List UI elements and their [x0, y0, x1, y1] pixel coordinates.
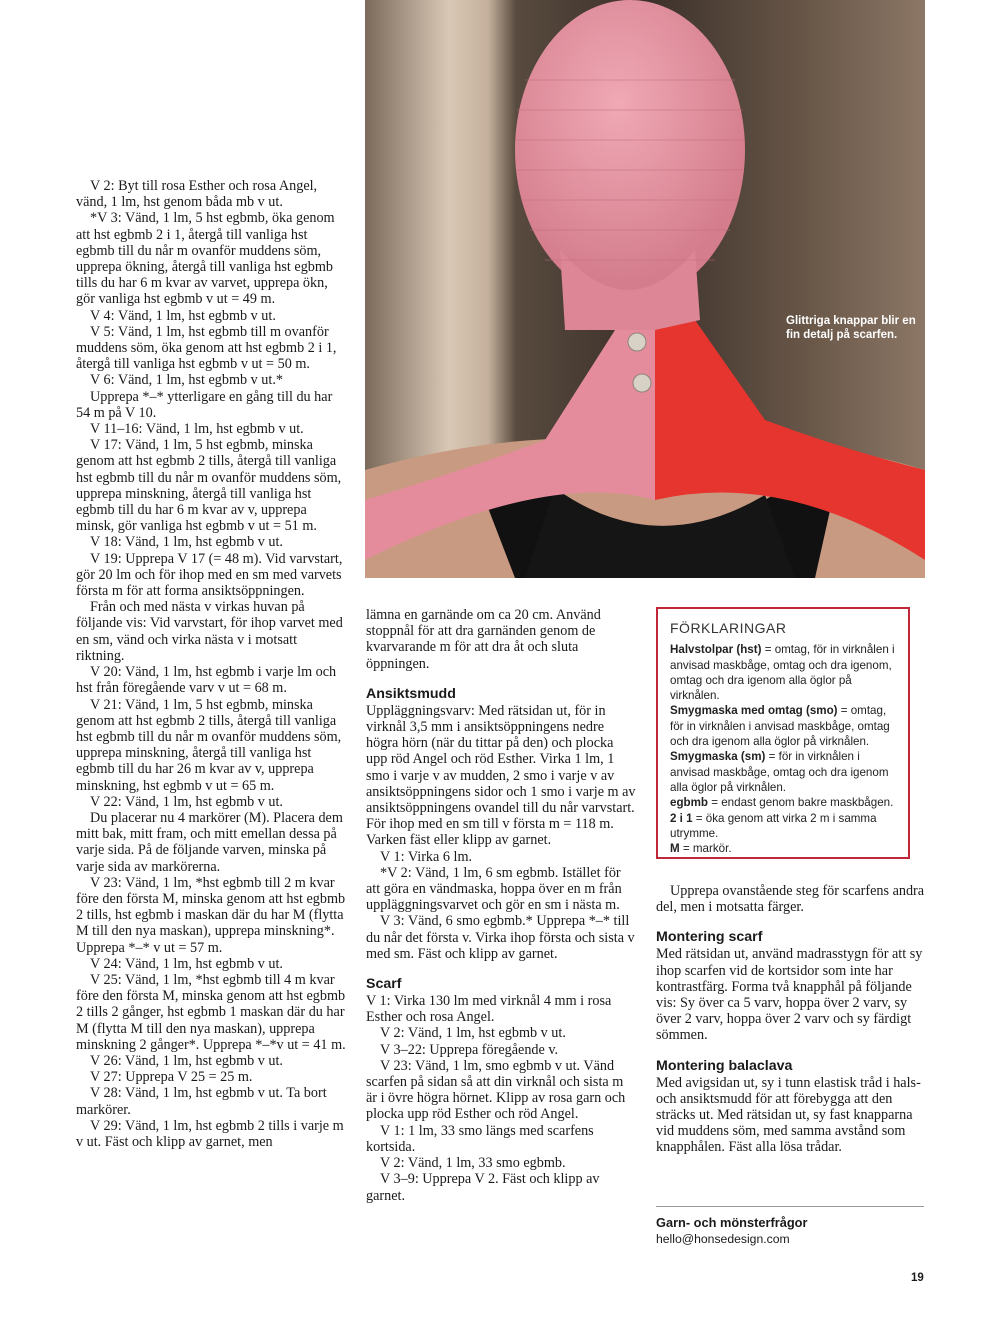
paragraph: V 18: Vänd, 1 lm, hst egbmb v ut.	[90, 534, 283, 551]
paragraph: V 23: Vänd, 1 lm, smo egbmb v ut. Vänd scarfen på sidan så att din virknål och sista m är i övre högra hörnet. Klipp av rosa garn och plocka upp röd Esther och röd Angel.	[366, 1057, 626, 1123]
paragraph: Du placerar nu 4 markörer (M). Placera dem mitt bak, mitt fram, och mitt emellan dessa på varje sida. På de följande varven, minska på varje sida av markörerna.	[76, 809, 343, 875]
paragraph: V 20: Vänd, 1 lm, hst egbmb i varje lm och hst från föregående varv v ut = 68 m.	[76, 664, 337, 697]
paragraph: V 23: Vänd, 1 lm, *hst egbmb till 2 m kvar före den första M, minska genom att hst egbmb 2 tills, hst egbmb i maskan där du har M (flytta M till den nya maskan), upprepa minskning*. Upprepa *–* v ut = 57 m.	[76, 874, 346, 956]
paragraph: *V 3: Vänd, 1 lm, 5 hst egbmb, öka genom att hst egbmb 2 i 1, återgå till vanliga hst egbmb till du når m ovanför muddens söm, upprepa ökning, återgå till vanliga hst egbmb tills du har 6 m kvar av varvet, upprepa ökn, gör vanliga hst egbmb v ut = 49 m.	[76, 210, 335, 308]
section-heading-scarf: Scarf	[366, 976, 402, 993]
instructions-column-2	[366, 607, 636, 1204]
paragraph: V 1: Virka 130 lm med virknål 4 mm i rosa Esther och rosa Angel.	[366, 993, 612, 1026]
contact-title: Garn- och mönsterfrågor	[656, 1215, 808, 1230]
paragraph: V 21: Vänd, 1 lm, 5 hst egbmb, minska genom att hst egbmb 2 tills, återgå till vanliga hst egbmb till du når m ovanför muddens söm, upprepa minskning, återgå till vanliga hst egbmb till du har 26 m kvar av v, upprepa minskning, hst egbmb v ut = 65 m.	[76, 696, 342, 794]
paragraph: *V 2: Vänd, 1 lm, 6 sm egbmb. Istället för att göra en vändmaska, hoppa över en m från uppläggningsvarvet och gör en sm i nästa m.	[366, 864, 622, 914]
glossary-def: 2 i 1 = öka genom att virka 2 m i samma utrymme.	[670, 811, 877, 840]
paragraph: V 4: Vänd, 1 lm, hst egbmb v ut.	[90, 307, 276, 324]
section-heading-montering-balaclava: Montering balaclava	[656, 1057, 793, 1074]
glossary-def: M = markör.	[670, 842, 732, 856]
glossary-def: Smygmaska med omtag (smo) = omtag, för in virknålen i anvisad maskbåge, omtag och dra igenom alla öglor på virknålen.	[670, 704, 890, 749]
paragraph: V 6: Vänd, 1 lm, hst egbmb v ut.*	[90, 372, 283, 389]
paragraph: V 2: Vänd, 1 lm, hst egbmb v ut.	[380, 1025, 566, 1042]
paragraph: V 5: Vänd, 1 lm, hst egbmb till m ovanför muddens söm, öka genom att hst egbmb 2 i 1, återgå till vanliga hst egbmb v ut = 50 m.	[76, 323, 337, 373]
paragraph: Från och med nästa v virkas huvan på följande vis: Vid varvstart, för ihop varvet med en sm, vänd och virka nästa v i motsatt riktning.	[76, 599, 343, 664]
balaclava-illustration	[365, 0, 925, 578]
photo-caption: Glittriga knappar blir en fin detalj på scarfen.	[786, 315, 916, 341]
balaclava-photo	[365, 0, 925, 578]
paragraph: V 29: Vänd, 1 lm, hst egbmb 2 tills i varje m v ut. Fäst och klipp av garnet, men	[76, 1117, 344, 1150]
paragraph: Upprepa *–* ytterligare en gång till du har 54 m på V 10.	[76, 388, 333, 421]
paragraph: V 22: Vänd, 1 lm, hst egbmb v ut.	[90, 793, 283, 810]
divider	[656, 1206, 924, 1207]
section-heading-ansiktsmudd: Ansiktsmudd	[366, 685, 456, 702]
paragraph: Med avigsidan ut, sy i tunn elastisk tråd i hals- och ansiktsmudd för att förebygga att den sträcks ut. Med rätsidan ut, sy fast knapparna vid muddens söm, med samma avstånd som knapphålen. Fäst alla lösa trådar.	[656, 1074, 921, 1156]
contact-email[interactable]: hello@honsedesign.com	[656, 1232, 790, 1246]
page-number: 19	[911, 1272, 924, 1284]
glossary-def: egbmb = endast genom bakre maskbågen.	[670, 796, 894, 810]
paragraph: V 3–22: Upprepa föregående v.	[380, 1041, 559, 1058]
paragraph: V 27: Upprepa V 25 = 25 m.	[90, 1069, 253, 1086]
instructions-column-3	[656, 883, 926, 1156]
glossary-title: FÖRKLARINGAR	[670, 620, 787, 636]
paragraph: V 2: Byt till rosa Esther och rosa Angel, vänd, 1 lm, hst genom båda mb v ut.	[76, 178, 318, 211]
glossary-box	[656, 607, 910, 859]
paragraph: V 1: Virka 6 lm.	[380, 848, 473, 865]
paragraph: V 24: Vänd, 1 lm, hst egbmb v ut.	[90, 955, 283, 972]
paragraph: V 28: Vänd, 1 lm, hst egbmb v ut. Ta bort markörer.	[76, 1085, 327, 1118]
contact-block	[656, 1214, 926, 1248]
glossary-def: Halvstolpar (hst) = omtag, för in virknålen i anvisad maskbåge, omtag och dra igenom, omtag och dra igenom alla öglor på virknålen.	[670, 643, 895, 703]
paragraph: Upprepa ovanstående steg för scarfens andra del, men i motsatta färger.	[656, 883, 925, 916]
paragraph: V 11–16: Vänd, 1 lm, hst egbmb v ut.	[90, 421, 304, 438]
paragraph: V 1: 1 lm, 33 smo längs med scarfens kortsida.	[366, 1122, 594, 1155]
paragraph: V 26: Vänd, 1 lm, hst egbmb v ut.	[90, 1052, 283, 1069]
paragraph: Med rätsidan ut, använd madrasstygn för att sy ihop scarfen vid de kortsidor som inte har kontrastfärg. Forma två knapphål på följande vis: Sy över ca 5 varv, hoppa över 2 varv, sy över 2 varv, hoppa över 2 varv och sy färdigt sömmen.	[656, 946, 923, 1044]
paragraph: V 3: Vänd, 6 smo egbmb.* Upprepa *–* till du når det första v. Virka ihop första och sista v med sm. Fäst och klipp av garnet.	[366, 913, 635, 962]
instructions-column-1	[76, 178, 348, 1150]
paragraph: lämna en garnände om ca 20 cm. Använd stoppnål för att dra garnänden genom de kvarvarande m för att dra åt och sluta öppningen.	[366, 607, 601, 672]
glossary-def: Smygmaska (sm) = för in virknålen i anvisad maskbåge, omtag och dra igenom alla öglor på virknålen.	[670, 750, 889, 794]
paragraph: Uppläggningsvarv: Med rätsidan ut, för in virknål 3,5 mm i ansiktsöppningens nedre högra hörn (när du tittar på den) och plocka upp röd Angel och röd Esther. Virka 1 lm, 1 smo i varje v av mudden, 2 smo i varje v av ansiktsöppningens sidor och 1 smo i varje m av ansiktsöppningens ovandel till du når varvstart. För ihop med en sm till v första m = 118 m. Varken fäst eller klipp av garnet.	[366, 702, 636, 849]
paragraph: V 17: Vänd, 1 lm, 5 hst egbmb, minska genom att hst egbmb 2 tills, återgå till vanliga hst egbmb till du når m ovanför muddens söm, upprepa minskning, återgå till vanliga hst egbmb till du har 6 m kvar av v, upprepa minsk, gör vanliga hst egbmb v ut = 51 m.	[76, 437, 342, 535]
paragraph: V 25: Vänd, 1 lm, *hst egbmb till 4 m kvar före den första M, minska genom att hst egbmb 2 tills 2 gånger, hst egbmb 1 maskan där du har M (flytta M till den nya maskan), upprepa minskning 2 gånger*. Upprepa *–*v ut = 41 m.	[76, 971, 346, 1053]
paragraph: V 2: Vänd, 1 lm, 33 smo egbmb.	[380, 1155, 566, 1172]
paragraph: V 19: Upprepa V 17 (= 48 m). Vid varvstart, gör 20 lm och för ihop med en sm med varvets första m för att forma ansiktsöppningen.	[76, 550, 343, 600]
paragraph: V 3–9: Upprepa V 2. Fäst och klipp av garnet.	[366, 1171, 600, 1204]
section-heading-montering-scarf: Montering scarf	[656, 929, 763, 946]
